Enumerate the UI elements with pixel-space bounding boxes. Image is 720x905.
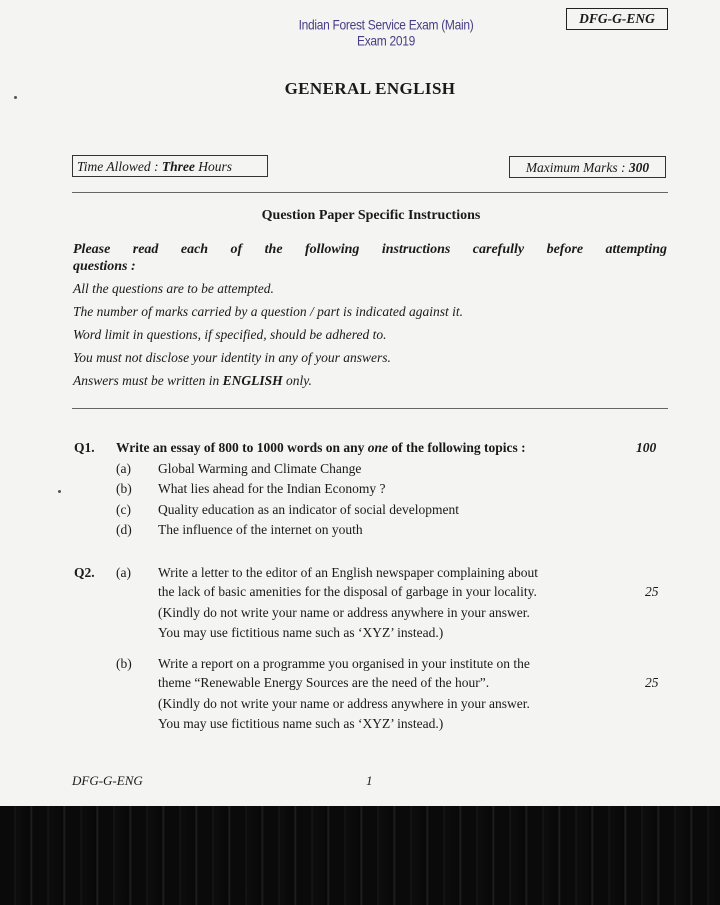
max-marks-value: 300 bbox=[628, 160, 650, 175]
instruction-item: The number of marks carried by a question / part is indicated against it. bbox=[73, 304, 463, 319]
time-allowed-box bbox=[72, 155, 268, 177]
footer-page-number: 1 bbox=[366, 773, 373, 788]
divider-bottom bbox=[72, 408, 668, 409]
scan-speck bbox=[14, 96, 17, 99]
q1-option-label: (c) bbox=[116, 502, 131, 517]
q2a-marks: 25 bbox=[645, 584, 659, 599]
time-allowed-label: Time Allowed : bbox=[77, 159, 162, 174]
scanner-background bbox=[0, 806, 720, 905]
q2a-line-1: Write a letter to the editor of an English newspaper complaining about bbox=[158, 565, 538, 580]
footer-paper-code: DFG-G-ENG bbox=[72, 773, 143, 788]
instruction-item: All the questions are to be attempted. bbox=[73, 281, 274, 296]
q2b-line-2: theme “Renewable Energy Sources are the need of the hour”. bbox=[158, 675, 490, 690]
q2a-note-1: (Kindly do not write your name or address anywhere in your answer. bbox=[158, 605, 530, 620]
paper-code-box: DFG-G-ENG bbox=[566, 8, 668, 30]
scan-speck bbox=[58, 490, 61, 493]
q2b-label: (b) bbox=[116, 656, 132, 671]
language-suffix: only. bbox=[282, 373, 312, 388]
q2b-note-1: (Kindly do not write your name or address anywhere in your answer. bbox=[158, 696, 530, 711]
question-2-number: Q2. bbox=[74, 565, 95, 580]
time-allowed-value: Three bbox=[161, 159, 195, 174]
q2b-line-1: Write a report on a programme you organised in your institute on the bbox=[158, 656, 530, 671]
q1-option-label: (a) bbox=[116, 461, 131, 476]
max-marks-label: Maximum Marks : bbox=[525, 160, 629, 175]
max-marks-box bbox=[509, 156, 666, 178]
q1-text-em: one bbox=[367, 440, 389, 455]
instructions-lead-line2: questions : bbox=[73, 259, 136, 274]
q1-option-text: Quality education as an indicator of social development bbox=[158, 502, 460, 517]
instruction-item: Word limit in questions, if specified, should be adhered to. bbox=[73, 327, 387, 342]
question-1-number: Q1. bbox=[74, 440, 95, 455]
q1-option-text: What lies ahead for the Indian Economy ? bbox=[158, 481, 386, 496]
question-1-marks: 100 bbox=[636, 440, 657, 455]
language-value: ENGLISH bbox=[222, 373, 283, 388]
q2b-marks: 25 bbox=[645, 675, 659, 690]
time-allowed-suffix: Hours bbox=[194, 159, 233, 174]
q1-text-a: Write an essay of 800 to 1000 words on any bbox=[116, 440, 368, 455]
divider-top bbox=[72, 192, 668, 193]
q2a-line-2: the lack of basic amenities for the disposal of garbage in your locality. bbox=[158, 584, 537, 599]
q2a-label: (a) bbox=[116, 565, 131, 580]
instruction-item-language bbox=[73, 373, 312, 389]
language-prefix: Answers must be written in bbox=[73, 373, 223, 388]
exam-stamp: Indian Forest Service Exam (Main) Exam 2019 bbox=[298, 16, 474, 50]
q1-text-b: of the following topics : bbox=[388, 440, 526, 455]
instructions-heading: Question Paper Specific Instructions bbox=[261, 208, 481, 223]
q2b-note-2: You may use fictitious name such as ‘XYZ’ instead.) bbox=[158, 716, 444, 731]
instruction-item: You must not disclose your identity in any of your answers. bbox=[73, 350, 391, 365]
q1-option-label: (d) bbox=[116, 522, 132, 537]
q2a-note-2: You may use fictitious name such as ‘XYZ’ instead.) bbox=[158, 625, 444, 640]
q1-option-text: Global Warming and Climate Change bbox=[158, 461, 362, 476]
page-title: GENERAL ENGLISH bbox=[284, 79, 456, 98]
instructions-lead-line1: Please read each of the following instructions carefully before attempting bbox=[73, 242, 667, 257]
q1-option-text: The influence of the internet on youth bbox=[158, 522, 363, 537]
question-1-prompt bbox=[116, 440, 668, 456]
q1-option-label: (b) bbox=[116, 481, 132, 496]
